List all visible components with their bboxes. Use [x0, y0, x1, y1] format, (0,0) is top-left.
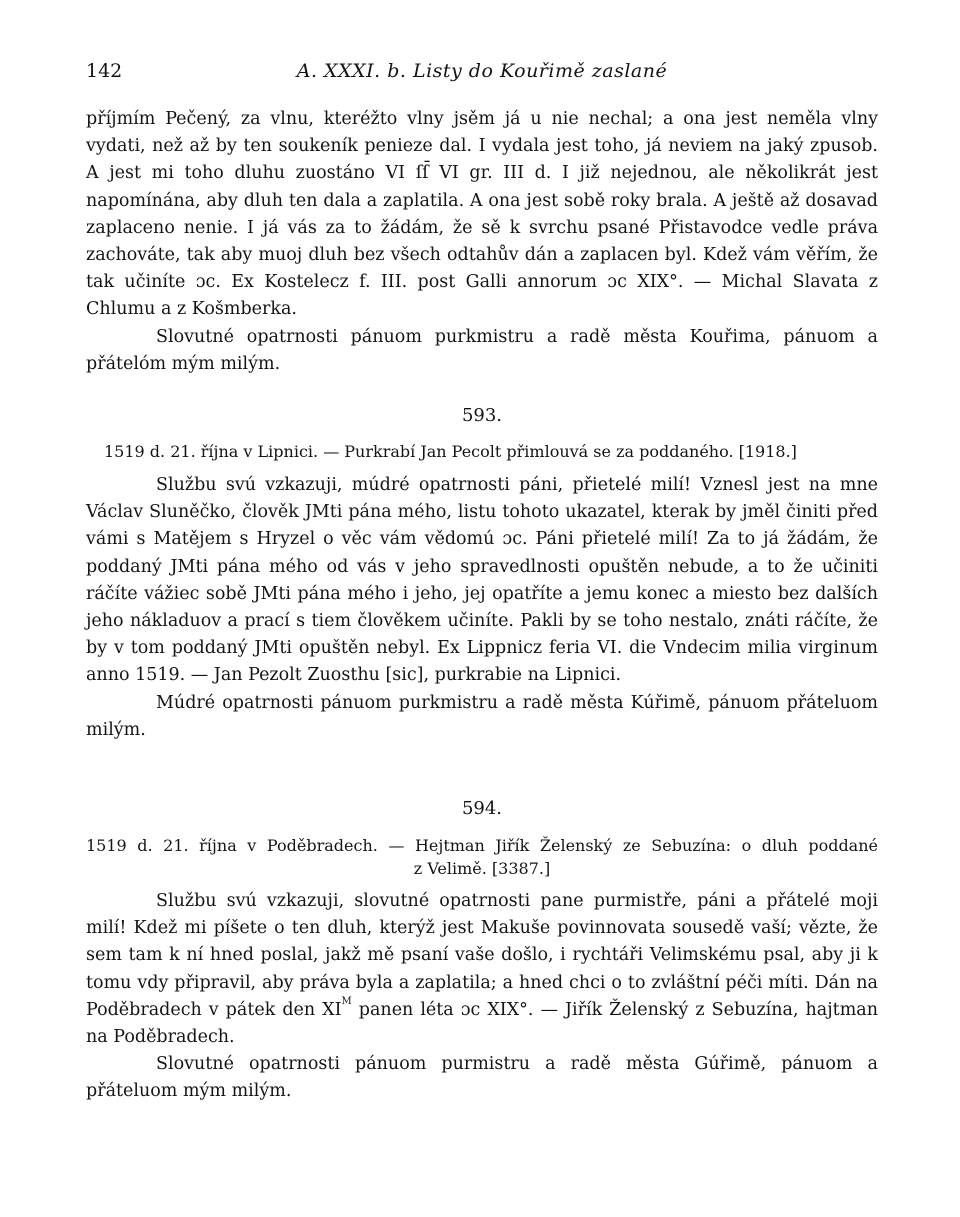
letter-593-address: Múdré opatrnosti pánuom purkmistru a radě města Kúřimě, pánuom přáteluom milým.	[86, 692, 878, 740]
letter-number-594: 594.	[461, 798, 503, 819]
letter-594	[86, 888, 878, 1106]
page-header	[86, 60, 878, 86]
regest-593: 1519 d. 21. října v Lipnici. — Purkrabí Jan Pecolt přimlouvá se za poddaného. [1918.]	[104, 442, 797, 461]
letter-594-body-end: panen léta ɔc XIX°. — Jiřík Želenský z Sebuzína, hajtman na Poděbradech.	[86, 999, 878, 1048]
regest-594-line1: 1519 d. 21. října v Poděbradech. — Hejtman Jiřík Želenský ze Sebuzína: o dluh poddané	[86, 836, 878, 855]
letter-594-body	[86, 888, 878, 1051]
letter-594-address: Slovutné opatrnosti pánuom purmistru a radě města Gúřimě, pánuom a přáteluom mým milým.	[86, 1054, 878, 1102]
regest-594-line2: z Velimě. [3387.]	[413, 859, 551, 878]
letter-594-superscript: M	[341, 995, 352, 1007]
continuation-address: Slovutné opatrnosti pánuom purkmistru a radě města Kouřima, pánuom a přátelóm mým milým.	[86, 326, 878, 374]
letter-number-593: 593.	[461, 405, 503, 426]
page-number: 142	[86, 60, 123, 82]
continuation-body: příjmím Pečený, za vlnu, kteréžto vlny jsěm já u nie nechal; a ona jest neměla vlny vydati, než až by ten soukeník penieze dal. I vydala jest toho, já neviem na jaký zpusob. A jest mi toho dluhu zuostáno VI ſſ̄ VI gr. III d. I již nejednou, ale několikrát jest napomínána, aby dluh ten dala a zaplatila. A ona jest sobě roky brala. A ještě až dosavad zaplaceno nenie. I já vás za to žádám, že sě k svrchu psané Přistavodce vedle práva zachováte, tak aby muoj dluh bez všech odtahův dán a zaplacen byl. Kdež vám věřím, že tak učiníte ɔc. Ex Kostelecz f. III. post Galli annorum ɔc XIX°. — Michal Slavata z Chlumu a z Košmberka.	[86, 109, 878, 320]
continuation-text	[86, 106, 878, 378]
letter-593	[86, 472, 878, 744]
letter-593-body: Službu svú vzkazuji, múdré opatrnosti páni, přietelé milí! Vznesl jest na mne Václav Sluněčko, člověk JMti pána mého, listu tohoto ukazatel, kterak by jměl činiti před vámi s Matějem s Hryzel o věc vám vědomú ɔc. Páni přietelé milí! Za to já žádám, že poddaný JMti pána mého od vás v jeho spravedlnosti opuštěn nebude, a to že učiniti ráčíte vážiec sobě JMti pána mého i jeho, jej opatříte a jemu konec a miesto bez dalších jeho nákladuov a prací s tiem člověkem učiníte. Pakli by se toho nestalo, znáti ráčíte, že by v tom poddaný JMti opuštěn nebyl. Ex Lippnicz feria VI. die Vndecim milia virginum anno 1519. — Jan Pezolt Zuosthu [sic], purkrabie na Lipnici.	[86, 475, 878, 686]
letter-594-body-main: Službu svú vzkazuji, slovutné opatrnosti pane purmistře, páni a přátelé moji milí! Kdež mi píšete o ten dluh, kterýž jest Makuše povinnovata sousedě vaší; vězte, že sem tam k ní hned poslal, jakž mě psaní vaše došlo, i rychtáři Velimskému psal, aby ji k tomu vdy připravil, aby práva byla a zaplatila; a hned chci o to zvláštní péči míti. Dán na Poděbradech v pátek den XI	[86, 891, 878, 1020]
regest-594	[86, 834, 878, 880]
running-title: A. XXXI. b. Listy do Kouřimě zaslané	[296, 60, 668, 82]
